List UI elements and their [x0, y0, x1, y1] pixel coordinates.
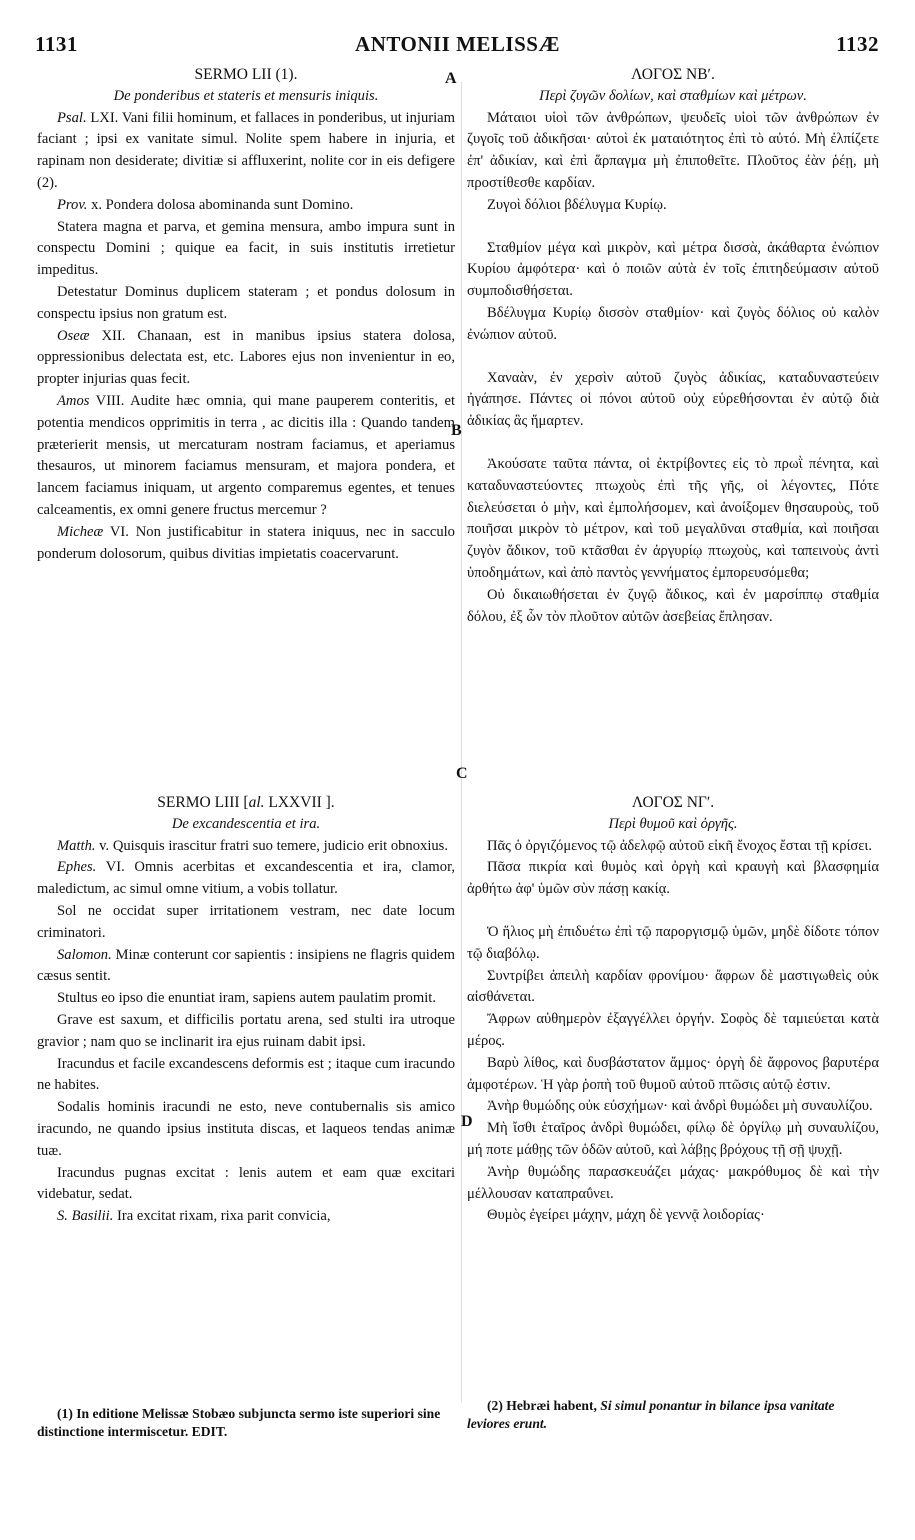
latin-passage: Psal. LXI. Vani filii hominum, et fallaces in ponderibus, ut injuriam faciant ; ipsi ex vanitate simul. Nolite spem habere in injuria, et rapinam non desiderate; divitiæ si affluxerint, nolite cor in eis defigere (2).: [37, 109, 456, 191]
latin-passage: Detestatur Dominus duplicem stateram ; et pondus dolosum in conspectu ipsius non gratum est.: [37, 283, 455, 322]
latin-passage: Salomon. Minæ conterunt cor sapientis : insipiens ne flagris quidem cæsus sentit.: [37, 946, 455, 985]
latin-passage: Micheæ VI. Non justificabitur in statera iniquus, nec in sacculo ponderum dolosorum, quibus divitias impietatis coacervarunt.: [37, 523, 455, 562]
greek-passage: Ἀκούσατε ταῦτα πάντα, οἱ ἐκτρίβοντες εἰς τὸ πρωῒ πένητα, καὶ καταδυναστεύοντες πτωχοὺς ἐπὶ τῆς γῆς, οἱ λέγοντες, Πότε διελεύσεται ὁ μὴν, καὶ ἐμπολήσομεν, καὶ ἀνοίξομεν θησαυροὺς, τοῦ ποιῆσαι μικρὸν τὸ μέτρον, καὶ τοῦ μεγαλῦναι σταθμία, καὶ ποιῆσαι ζυγὸν ἄδικον, τοῦ κτᾶσθαι ἐν ἀργυρίῳ πτωχοὺς, καὶ ταπεινοὺς ἀντὶ ὑποδημάτων, καὶ ἀπὸ παντὸς γεννήματος ἐμπορευσόμεθα;: [467, 455, 879, 581]
column-divider: [461, 82, 462, 1402]
greek-passage: Θυμὸς ἐγείρει μάχην, μάχη δὲ γεννᾷ λοιδορίας·: [487, 1207, 765, 1224]
page-number-left: 1131: [35, 32, 78, 56]
greek-passage: Ζυγοὶ δόλιοι βδέλυγμα Κυρίῳ.: [487, 196, 667, 213]
latin-passage: Sodalis hominis iracundi ne esto, neve contubernalis sis amico iracundo, ne quando ipsius instituta discas, et laqueos tendas animæ tuæ.: [37, 1099, 455, 1159]
greek-passage: Σταθμίον μέγα καὶ μικρὸν, καὶ μέτρα δισσὰ, ἀκάθαρτα ἐνώπιον Κυρίου ἀμφότερα· καὶ ὁ ποιῶν αὐτὰ ἐν τοῖς ἐπιτηδεύμασιν αὐτοῦ συμποδισθήσεται.: [467, 239, 879, 300]
latin-passage: Amos VIII. Audite hæc omnia, qui mane pauperem conteritis, et potentia mendicos opprimitis in terra , ac dicitis illa : Quando tandem præterierit mensis, ut mercaturam nostram faciamus, et aperiamus thesauros, ut minorem faciamus mensuram, et majora pondera, et lancem faciamus iniquam, ut argento comparemus egentes, et tenues calceamentis, ex omni genere fructus mercemur ?: [37, 392, 456, 518]
latin-passage: Statera magna et parva, et gemina mensura, ambo impura sunt in conspectu Domini ; quique ea facit, in suis institutis irretietur impeditus.: [37, 218, 455, 279]
greek-logos-52-title: ΛΟΓΟΣ ΝΒʹ.: [631, 66, 715, 83]
greek-passage: Βαρὺ λίθος, καὶ δυσβάστατον ἄμμος· ὀργὴ δὲ ἄφρονος βαρυτέρα ἀμφοτέρων. Ἡ γὰρ ῥοπὴ τοῦ θυμοῦ αὐτοῦ πτῶσις αὐτῷ ἐστιν.: [467, 1054, 879, 1093]
latin-sermo-53: [37, 792, 455, 1228]
latin-passage: Ephes. VI. Omnis acerbitas et excandescentia et ira, clamor, maledictum, ac simul omne vitium, a vobis tollatur.: [37, 859, 455, 898]
greek-passage: Πᾶς ὁ ὀργιζόμενος τῷ ἀδελφῷ αὐτοῦ εἰκῆ ἔνοχος ἔσται τῇ κρίσει.: [487, 837, 872, 854]
latin-passage: Iracundus pugnas excitat : lenis autem et eam quæ excitari videbatur, sedat.: [37, 1164, 455, 1203]
latin-passage: Stultus eo ipso die enuntiat iram, sapiens autem paulatim promit.: [57, 990, 436, 1007]
page-number-right: 1132: [836, 32, 879, 56]
latin-sermo-53-subtitle: De excandescentia et ira.: [171, 815, 321, 832]
greek-passage: Βδέλυγμα Κυρίῳ δισσὸν σταθμίον· καὶ ζυγὸς δόλιος οὐ καλὸν ἐνώπιον αὐτοῦ.: [467, 304, 879, 343]
latin-passage: Prov. x. Pondera dolosa abominanda sunt Domino.: [57, 196, 354, 213]
footnote-2: (2) Hebræi habent, Si simul ponantur in bilance ipsa vanitate leviores erunt.: [467, 1398, 835, 1431]
greek-passage: Πᾶσα πικρία καὶ θυμὸς καὶ ὀργὴ καὶ κραυγὴ καὶ βλασφημία ἀρθήτω ἀφ' ὑμῶν σὺν πάσῃ κακίᾳ.: [467, 859, 879, 898]
margin-letter-b: B: [451, 422, 462, 439]
latin-sermo-52: [37, 64, 455, 565]
greek-passage: Ἀνὴρ θυμώδης οὐκ εὐσχήμων· καὶ ἀνδρὶ θυμώδει μὴ συναυλίζου.: [487, 1098, 873, 1115]
greek-logos-53: [467, 792, 879, 1227]
greek-passage: Ἀνὴρ θυμώδης παρασκευάζει μάχας· μακρόθυμος δὲ καὶ τὴν μέλλουσαν καταπραΰνει.: [467, 1163, 879, 1202]
greek-passage: Μὴ ἴσθι ἑταῖρος ἀνδρὶ θυμώδει, φίλῳ δὲ ὀργίλῳ μὴ συναυλίζου, μή ποτε μάθῃς τῶν ὁδῶν αὐτοῦ, καὶ λάβῃς βρόχους τῇ σῇ ψυχῇ.: [467, 1120, 879, 1158]
greek-logos-53-subtitle: Περὶ θυμοῦ καὶ ὀργῆς.: [608, 815, 738, 832]
footnote-1: (1) In editione Melissæ Stobæo subjuncta sermo iste superiori sine distinctione intermiscetur. EDIT.: [37, 1406, 441, 1439]
greek-passage: Μάταιοι υἱοὶ τῶν ἀνθρώπων, ψευδεῖς υἱοὶ τῶν ἀνθρώπων ἐν ζυγοῖς τοῦ ἀδικῆσαι· αὐτοὶ ἐκ ματαιότητος ἐπὶ τὸ αὐτό. Μὴ ἐλπίζετε ἐπ' ἀδικίαν, καὶ ἐπὶ ἅρπαγμα μὴ ἐπιποθεῖτε. Πλοῦτος ἐὰν ῥέῃ, μὴ προστίθεσθε καρδίαν.: [467, 109, 879, 191]
greek-passage: Οὐ δικαιωθήσεται ἐν ζυγῷ ἄδικος, καὶ ἐν μαρσίππῳ σταθμία δόλου, ἐξ ὧν τὸν πλοῦτον αὐτῶν ἀσεβείας ἔπλησαν.: [467, 586, 879, 625]
latin-passage: S. Basilii. Ira excitat rixam, rixa parit convicia,: [57, 1208, 331, 1225]
greek-passage: Ἄφρων αὐθημερὸν ἐξαγγέλλει ὀργήν. Σοφὸς δὲ ταμιεύεται κατὰ μέρος.: [467, 1011, 879, 1049]
running-title: ANTONII MELISSÆ: [355, 32, 560, 56]
latin-passage: Matth. v. Quisquis irascitur fratri suo temere, judicio erit obnoxius.: [57, 837, 449, 854]
greek-logos-52-subtitle: Περὶ ζυγῶν δολίων, καὶ σταθμίων καὶ μέτρων.: [539, 87, 807, 104]
greek-passage: Ὁ ἥλιος μὴ ἐπιδυέτω ἐπὶ τῷ παροργισμῷ ὑμῶν, μηδὲ δίδοτε τόπον τῷ διαβόλῳ.: [467, 923, 879, 962]
greek-logos-52: [467, 64, 879, 628]
latin-passage: Sol ne occidat super irritationem vestram, nec date locum criminatori.: [37, 902, 455, 941]
margin-letter-d: D: [461, 1113, 473, 1130]
margin-letter-a: A: [445, 70, 457, 87]
greek-passage: Χαναὰν, ἐν χερσὶν αὐτοῦ ζυγὸς ἀδικίας, καταδυναστεύειν ἠγάπησε. Πάντες οἱ πόνοι αὐτοῦ οὐχ εὑρεθήσονται ἐν αὐτῷ διὰ ἀδικίας ἃς ἥμαρτεν.: [467, 369, 879, 430]
greek-passage: Συντρίβει ἀπειλὴ καρδίαν φρονίμου· ἄφρων δὲ μαστιγωθεὶς οὐκ αἰσθάνεται.: [467, 967, 879, 1006]
greek-logos-53-title: ΛΟΓΟΣ ΝΓʹ.: [631, 794, 715, 811]
latin-sermo-53-title: SERMO LIII [al. LXXVII ].: [157, 794, 335, 811]
latin-passage: Grave est saxum, et difficilis portatu arena, sed stulti ira utroque gravior ; nam quo se inclinarit ira ejus ruinam dabit ipsi.: [37, 1011, 455, 1050]
latin-passage: Iracundus et facile excandescens deformis est ; itaque cum iracundo ne habites.: [37, 1055, 455, 1094]
margin-letter-c: C: [456, 765, 468, 782]
latin-sermo-52-subtitle: De ponderibus et stateris et mensuris iniquis.: [113, 87, 379, 104]
latin-sermo-52-title: SERMO LII (1).: [194, 66, 298, 83]
latin-passage: Oseæ XII. Chanaan, est in manibus ipsius statera dolosa, oppressionibus delectata est, etc. Labores ejus non invenientur in eo, propter injurias quas fecit.: [37, 327, 455, 388]
